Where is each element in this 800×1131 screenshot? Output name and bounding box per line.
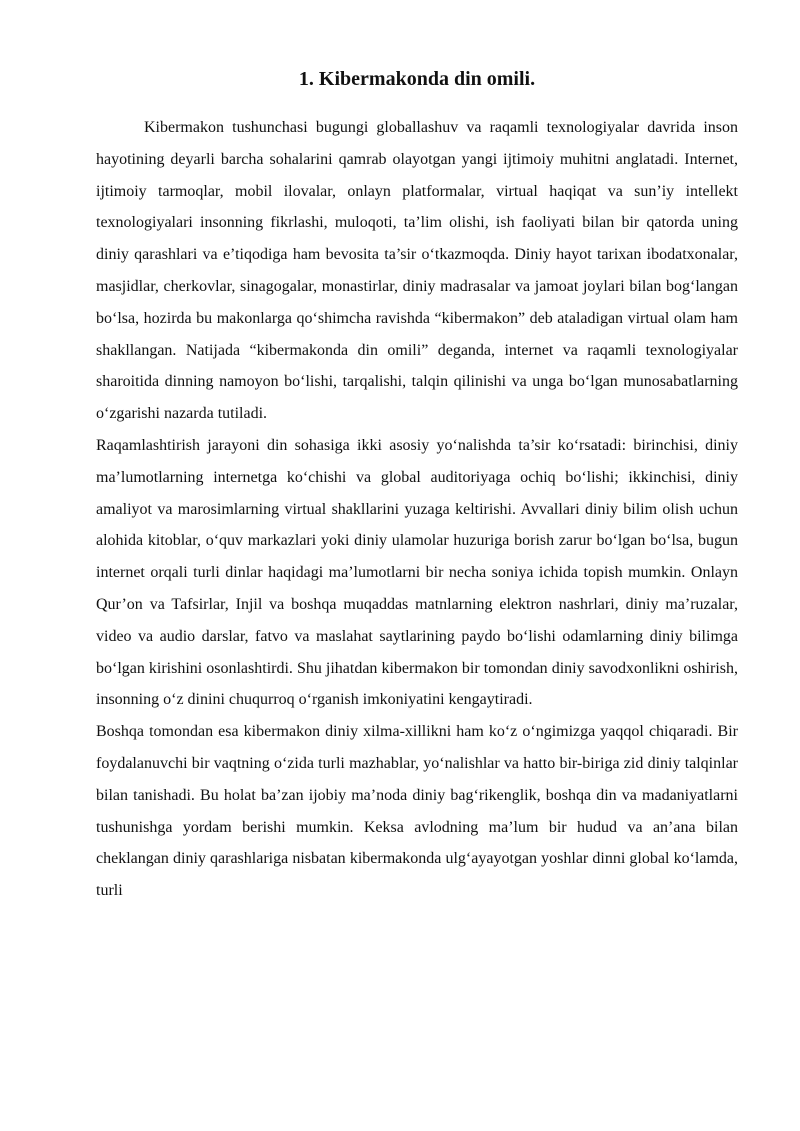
paragraph-3: Boshqa tomondan esa kibermakon diniy xilma-xillikni ham ko‘z o‘ngimizga yaqqol chiqaradi. Bir foydalanuvchi bir vaqtning o‘zida turli mazhablar, yo‘nalishlar va hatto bir-biriga zid diniy talqinlar bilan tanishadi. Bu holat ba’zan ijobiy ma’noda diniy bag‘rikenglik, boshqa din va madaniyatlarni tushunishga yordam berishi mumkin. Keksa avlodning ma’lum bir hudud va an’ana bilan cheklangan diniy qarashlariga nisbatan kibermakonda ulg‘ayayotgan yoshlar dinni global ko‘lamda, turli — [96, 723, 738, 900]
paragraph-2: Raqamlashtirish jarayoni din sohasiga ikki asosiy yo‘nalishda ta’sir ko‘rsatadi: birinchisi, diniy ma’lumotlarning internetga ko‘chishi va global auditoriyaga ochiq bo‘lishi; ikkinchisi, diniy amaliyot va marosimlarning virtual shakllarini yuzaga keltirishi. Avvallari diniy bilim olish uchun alohida kitoblar, o‘quv markazlari yoki diniy ulamolar huzuriga borish zarur bo‘lgan bo‘lsa, bugun internet orqali turli dinlar haqidagi ma’lumotlarni bir necha soniya ichida topish mumkin. Onlayn Qur’on va Tafsirlar, Injil va boshqa muqaddas matnlarning elektron nashrlari, diniy ma’ruzalar, video va audio darslar, fatvo va maslahat saytlarining paydo bo‘lishi odamlarning diniy bilimga bo‘lgan kirishini osonlashtirdi. Shu jihatdan kibermakon bir tomondan diniy savodxonlikni oshirish, insonning o‘z dinini chuqurroq o‘rganish imkoniyatini kengaytiradi. — [96, 436, 738, 709]
section-title: 1. Kibermakonda din omili. — [298, 68, 536, 90]
paragraph-1: Kibermakon tushunchasi bugungi globallashuv va raqamli texnologiyalar davrida inson hayotining deyarli barcha sohalarini qamrab olayotgan yangi ijtimoiy muhitni anglatadi. Internet, ijtimoiy tarmoqlar, mobil ilovalar, onlayn platformalar, virtual haqiqat va sun’iy intellekt texnologiyalari insonning fikrlashi, muloqoti, ta’lim olishi, ish faoliyati bilan bir qatorda uning diniy qarashlari va e’tiqodiga ham bevosita ta’sir o‘tkazmoqda. Diniy hayot tarixan ibodatxonalar, masjidlar, cherkovlar, sinagogalar, monastirlar, diniy madrasalar va jamoat joylari bilan bog‘langan bo‘lsa, hozirda bu makonlarga qo‘shimcha ravishda “kibermakon” deb ataladigan virtual olam ham shakllangan. Natijada “kibermakonda din omili” deganda, internet va raqamli texnologiyalar sharoitida dinning namoyon bo‘lishi, tarqalishi, talqin qilinishi va unga bo‘lgan munosabatlarning o‘zgarishi nazarda tutiladi. — [96, 119, 738, 423]
document-page — [96, 64, 738, 907]
